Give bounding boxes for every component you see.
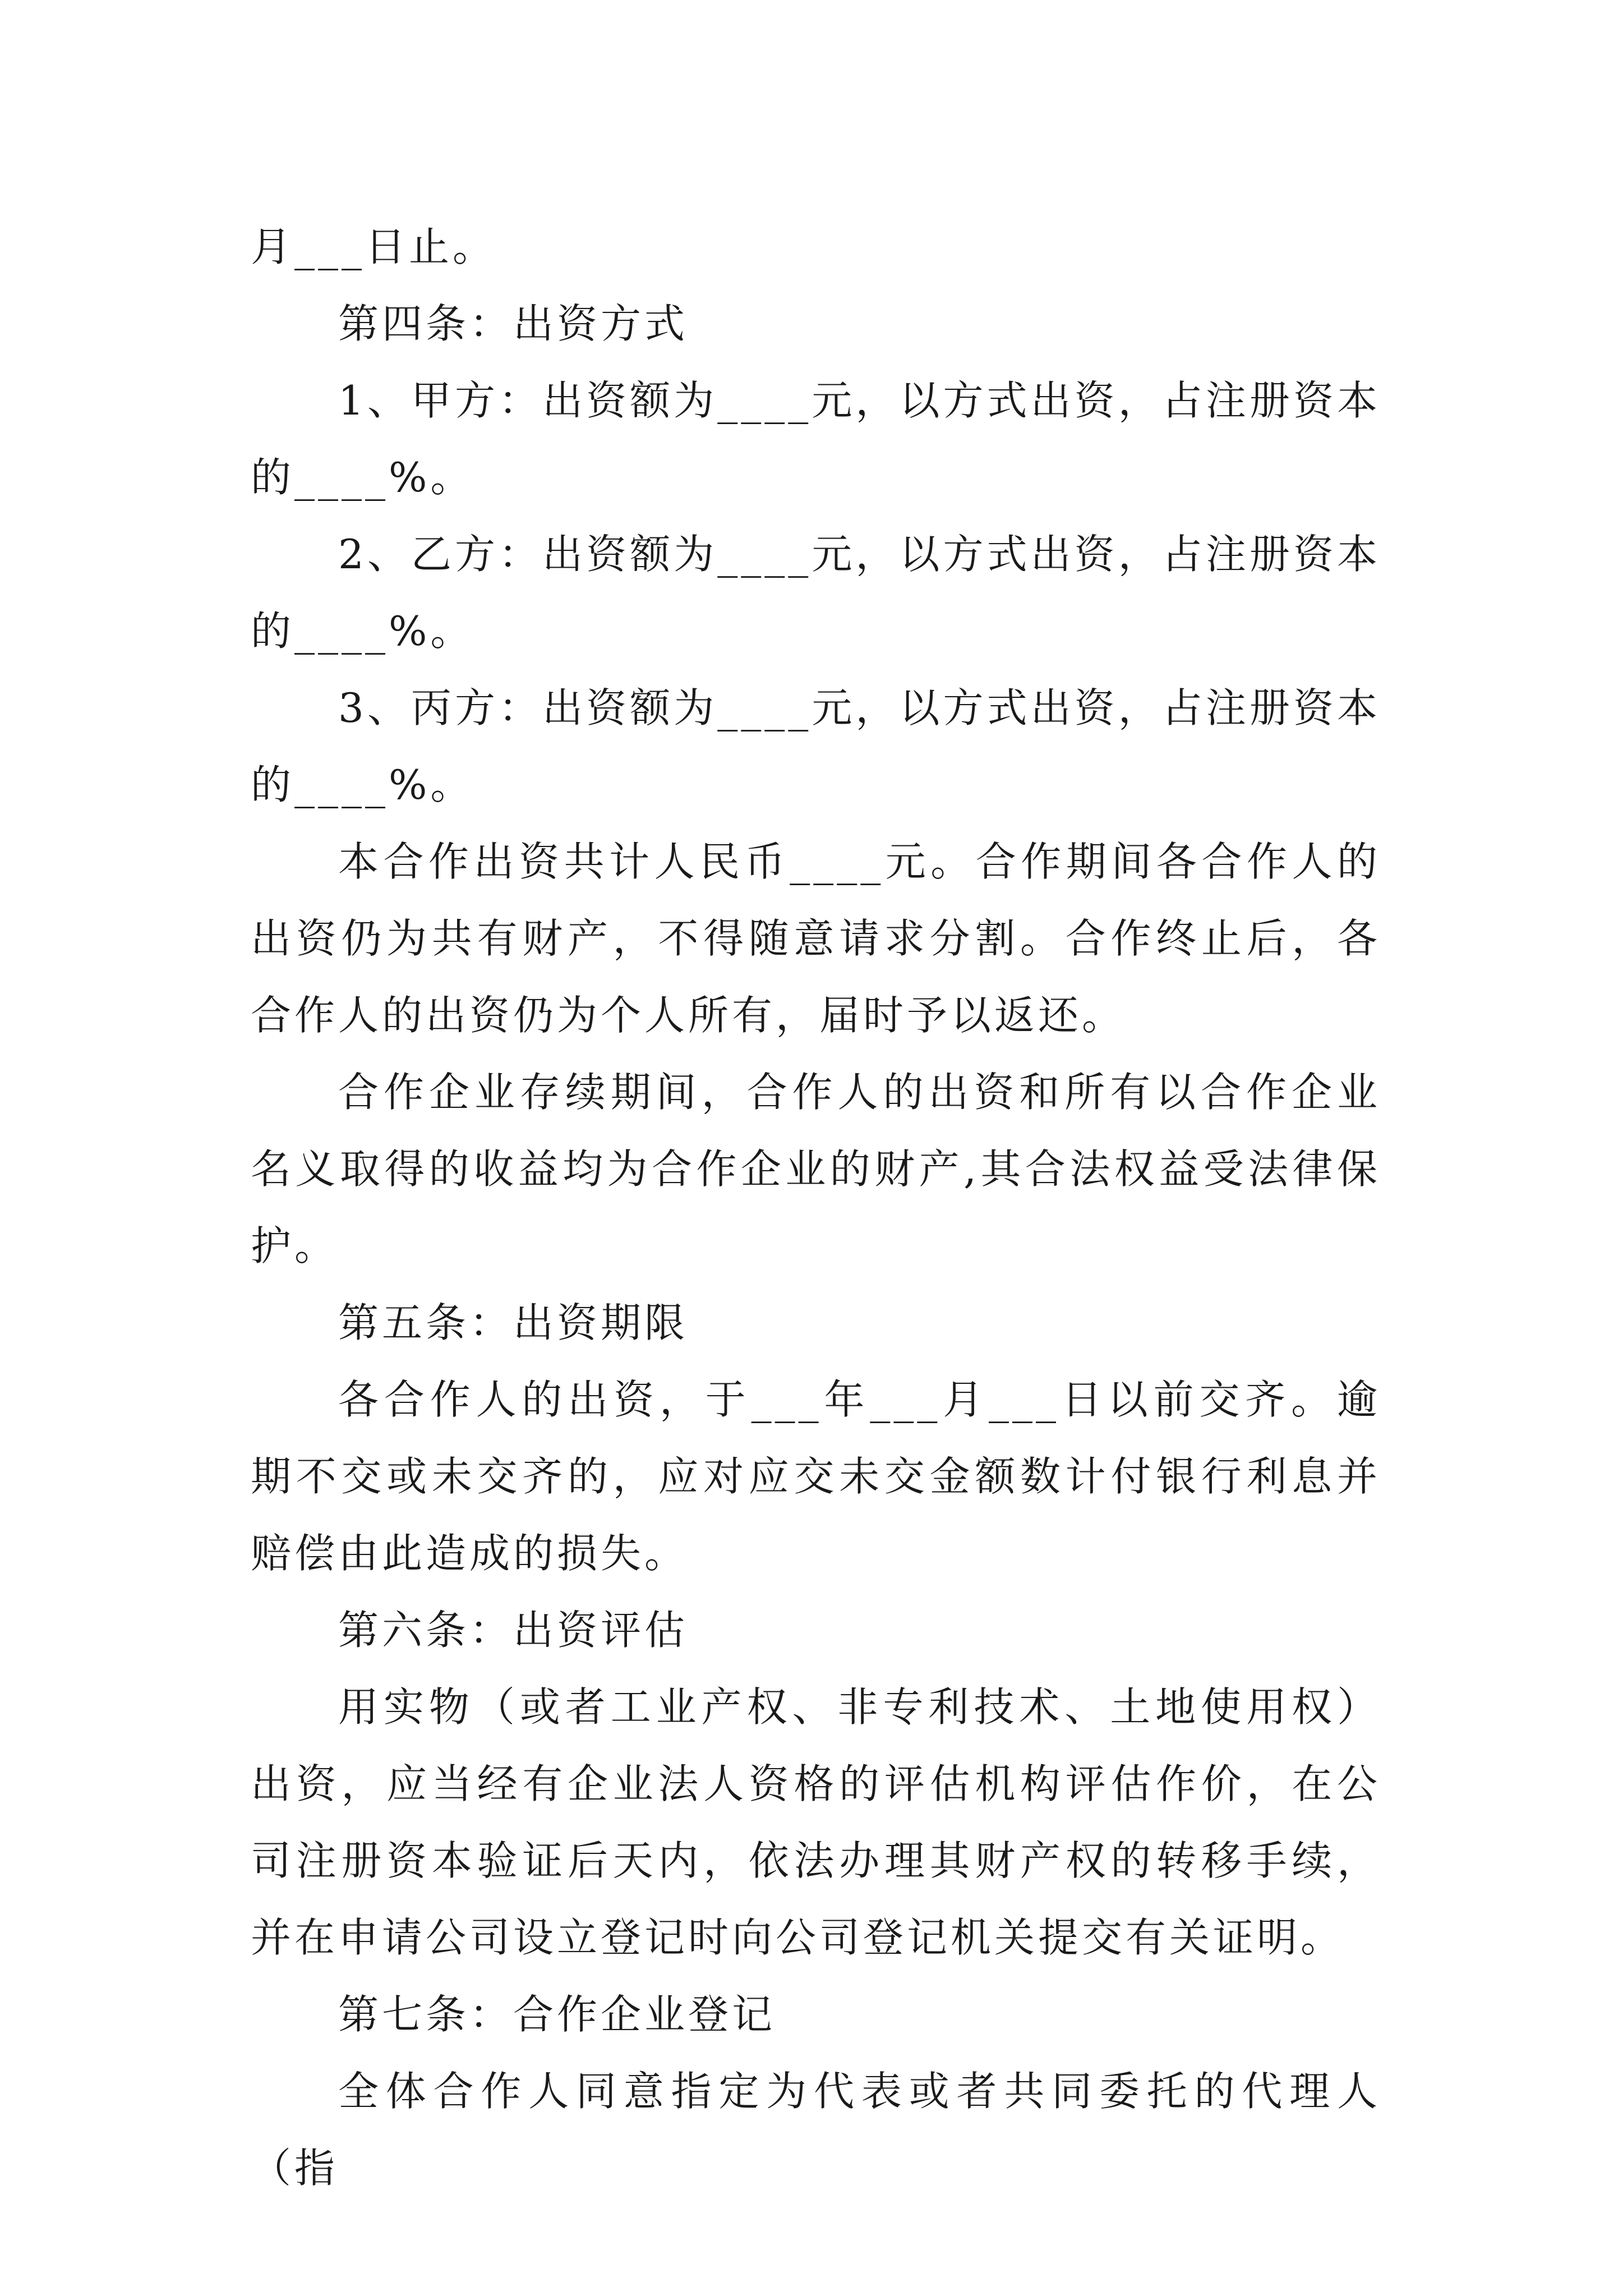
heading-article-6: 第六条：出资评估 — [338, 1607, 689, 1654]
heading-article-5: 第五条：出资期限 — [338, 1299, 689, 1346]
document-body — [251, 209, 1381, 2207]
paragraph-capital-evaluation: 用实物（或者工业产权、非专利技术、土地使用权）出资，应当经有企业法人资格的评估机构评估作价，在公司注册资本验证后天内，依法办理其财产权的转移手续，并在申请公司设立登记时向公司登记机关提交有关证明。 — [251, 1683, 1381, 1961]
paragraph-enterprise-property: 合作企业存续期间，合作人的出资和所有以合作企业名义取得的收益均为合作企业的财产,其合法权益受法律保护。 — [251, 1069, 1381, 1269]
paragraph-capital-deadline: 各合作人的出资，于___年___月___日以前交齐。逾期不交或未交齐的，应对应交未交金额数计付银行利息并赔偿由此造成的损失。 — [251, 1376, 1381, 1577]
heading-article-7: 第七条：合作企业登记 — [338, 1991, 776, 2038]
paragraph-total-capital: 本合作出资共计人民币____元。合作期间各合作人的出资仍为共有财产，不得随意请求分割。合作终止后，各合作人的出资仍为个人所有，届时予以返还。 — [251, 838, 1381, 1039]
paragraph-party-a: 1、甲方：出资额为____元，以方式出资，占注册资本的____%。 — [251, 377, 1381, 501]
paragraph-registration: 全体合作人同意指定为代表或者共同委托的代理人（指 — [251, 2068, 1381, 2192]
paragraph-party-b: 2、乙方：出资额为____元，以方式出资，占注册资本的____%。 — [251, 531, 1381, 655]
paragraph-party-c: 3、丙方：出资额为____元，以方式出资，占注册资本的____%。 — [251, 684, 1381, 808]
heading-article-4: 第四条：出资方式 — [338, 300, 689, 347]
paragraph-date-end: 月___日止。 — [251, 223, 497, 270]
